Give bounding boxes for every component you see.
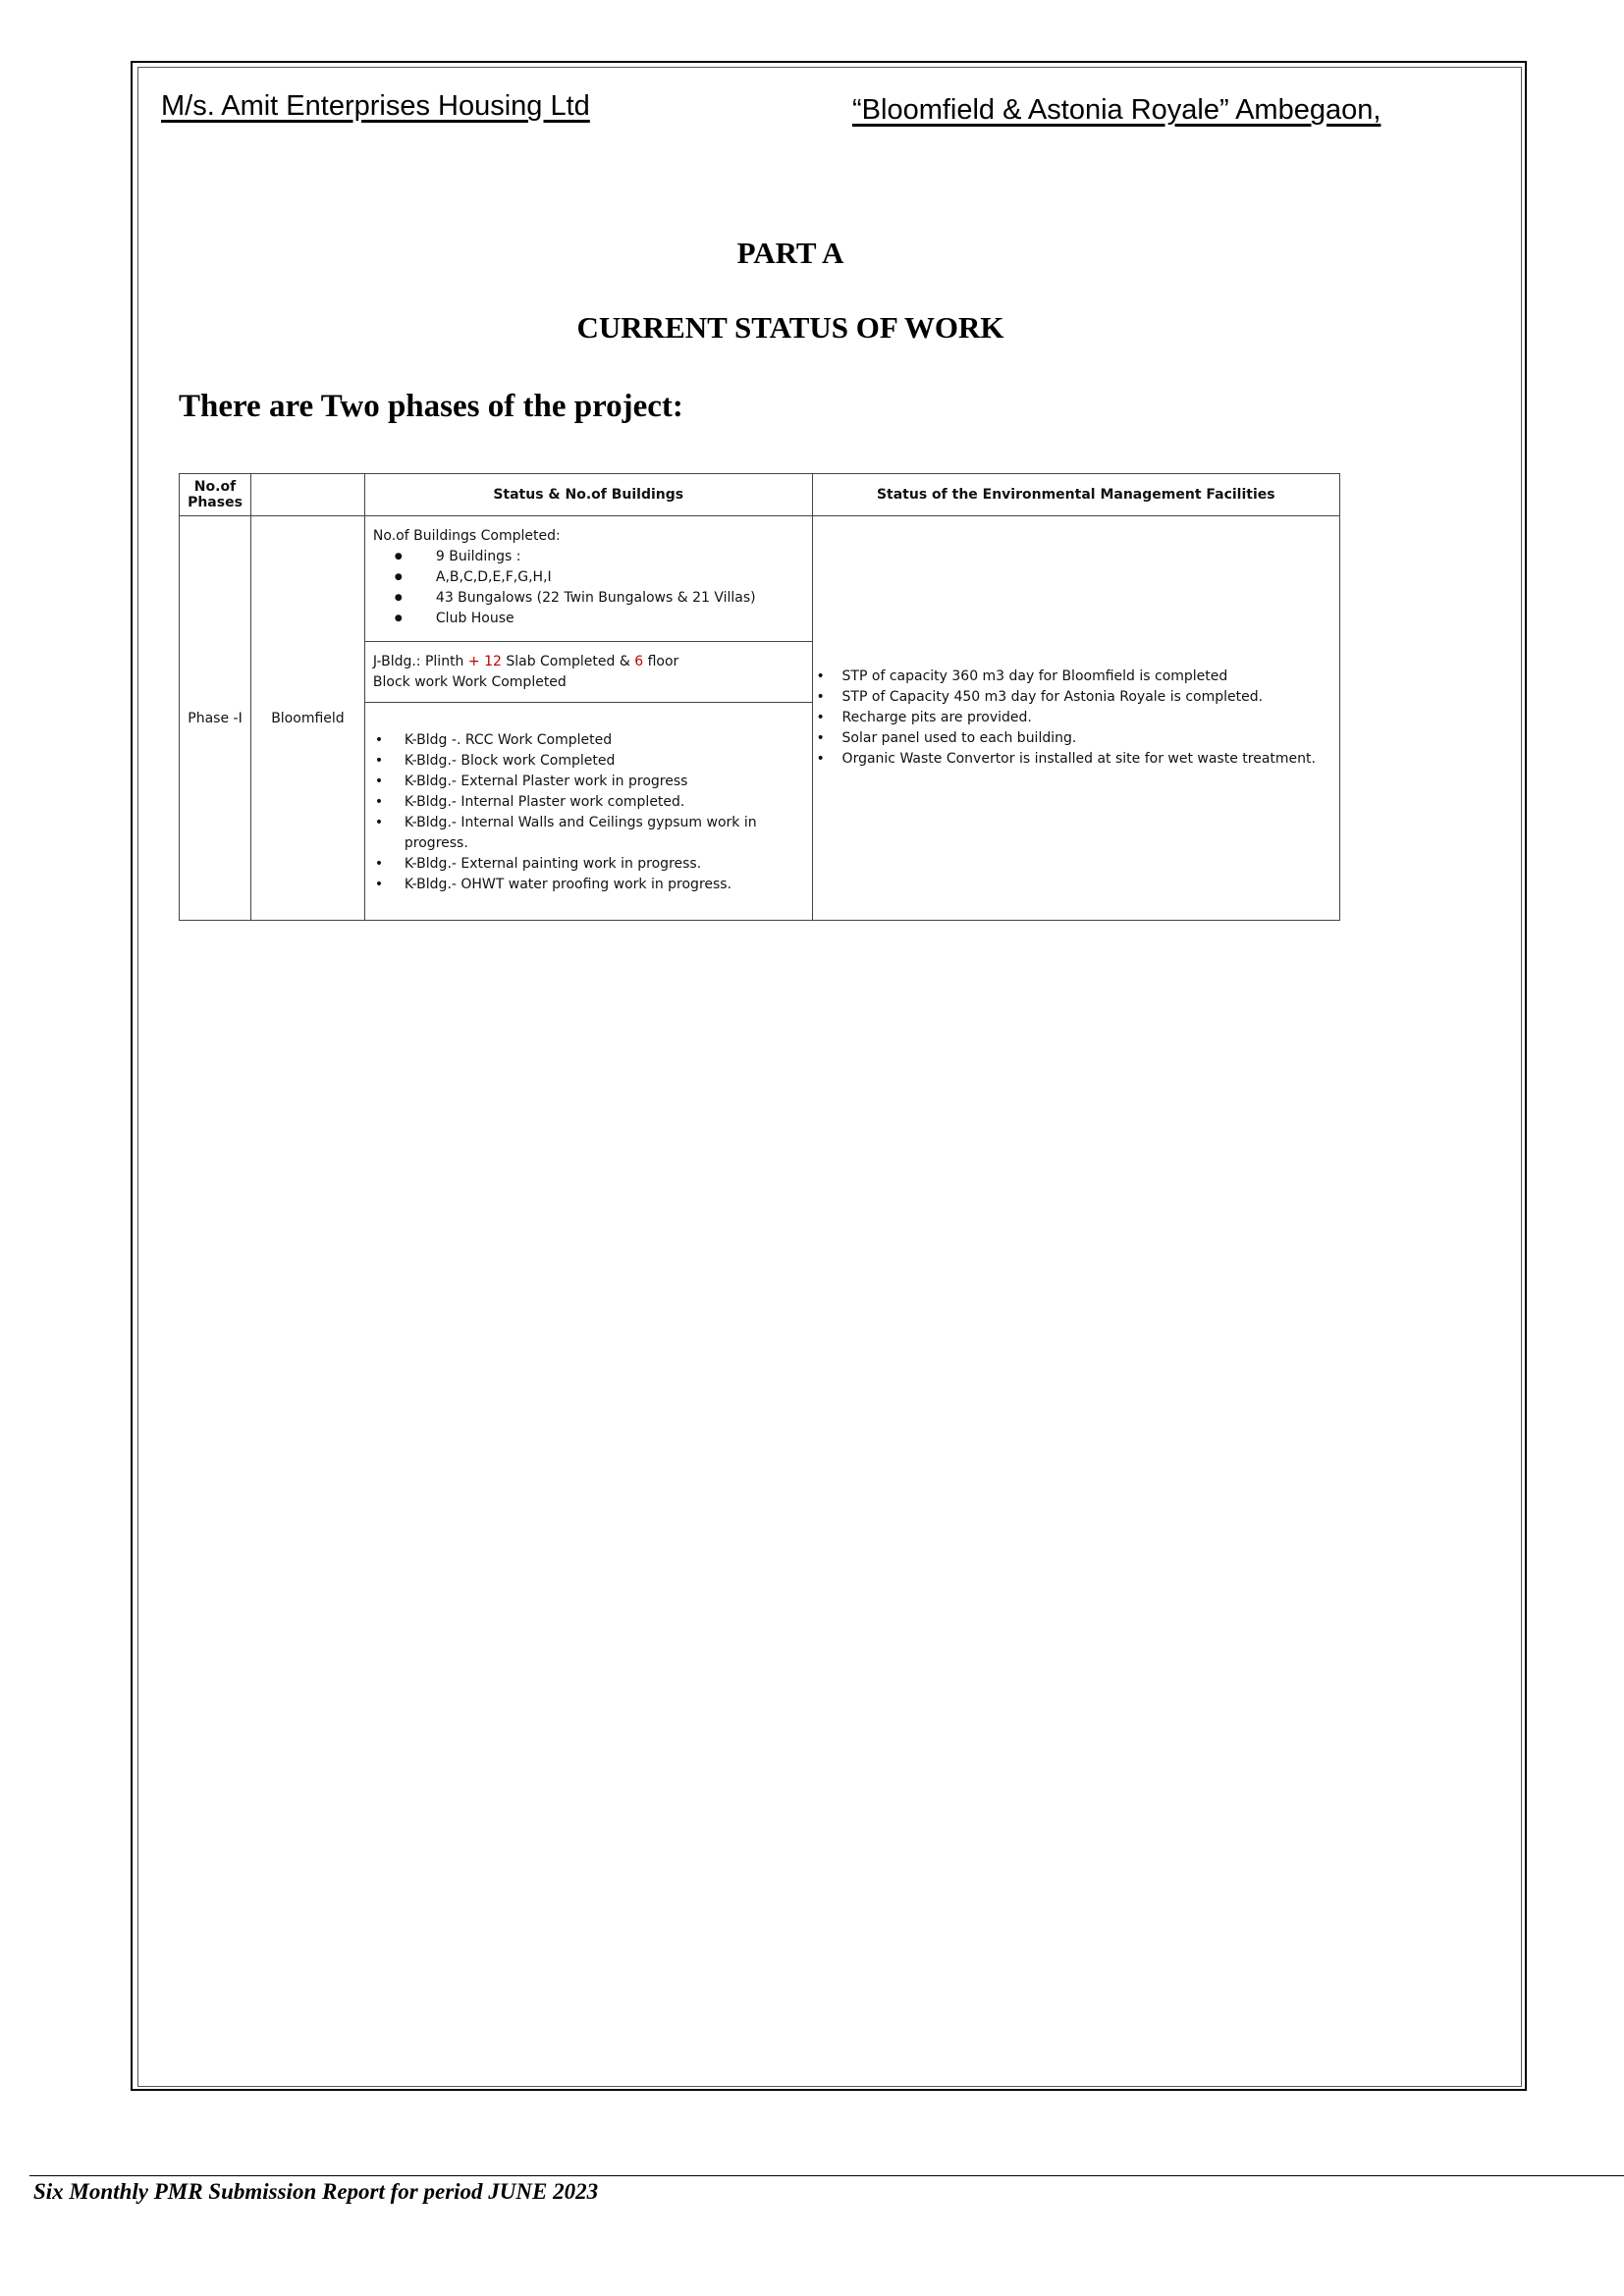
env-list (813, 667, 1339, 770)
list-item: • Solar panel used to each building. (817, 728, 1339, 749)
list-item: • Organic Waste Convertor is installed at site for wet waste treatment. (817, 749, 1339, 770)
j-bldg-suffix: floor (647, 654, 679, 669)
env-status-cell (812, 516, 1339, 921)
list-item: • K-Bldg.- External Plaster work in progress (373, 772, 804, 792)
completed-list (373, 547, 804, 629)
phase-name-cell: Bloomfield (250, 516, 364, 921)
k-building-list (373, 730, 804, 895)
phase-cell: Phase -I (180, 516, 251, 921)
list-item: ● 9 Buildings : (393, 547, 804, 567)
list-item: ● Club House (393, 609, 804, 629)
header-phases: No.of Phases (180, 474, 251, 516)
company-header: M/s. Amit Enterprises Housing Ltd (161, 90, 590, 122)
j-bldg-slab-count: + 12 (467, 654, 502, 669)
list-item: • K-Bldg.- Block work Completed (373, 751, 804, 772)
header-buildings-status: Status & No.of Buildings (364, 474, 812, 516)
page-border-inner (137, 67, 1522, 2087)
j-building-block (365, 641, 812, 702)
header-blank (250, 474, 364, 516)
k-building-block (365, 702, 812, 920)
buildings-status-cell (364, 516, 812, 921)
list-item: • K-Bldg.- External painting work in progress. (373, 854, 804, 875)
list-item: • K-Bldg.- Internal Walls and Ceilings gypsum work in progress. (373, 813, 804, 854)
list-item: ● 43 Bungalows (22 Twin Bungalows & 21 Villas) (393, 588, 804, 609)
footer-text: Six Monthly PMR Submission Report for period JUNE 2023 (33, 2179, 599, 2204)
intro-text: There are Two phases of the project: (179, 389, 683, 424)
header-env-status: Status of the Environmental Management Facilities (812, 474, 1339, 516)
j-bldg-prefix: J-Bldg.: Plinth (372, 654, 464, 669)
part-title: PART A (736, 236, 844, 270)
list-item: • STP of Capacity 450 m3 day for Astonia Royale is completed. (817, 687, 1339, 708)
j-building-line2: Block work Work Completed (372, 674, 567, 690)
completed-buildings-block (365, 516, 812, 641)
list-item: ● A,B,C,D,E,F,G,H,I (393, 567, 804, 588)
j-bldg-middle: Slab Completed & (506, 654, 630, 669)
list-item: • K-Bldg.- Internal Plaster work completed. (373, 792, 804, 813)
footer-rule (29, 2175, 1624, 2176)
list-item: • STP of capacity 360 m3 day for Bloomfield is completed (817, 667, 1339, 687)
j-building-line1 (373, 652, 804, 672)
completed-title: No.of Buildings Completed: (372, 528, 561, 544)
list-item: • K-Bldg.- OHWT water proofing work in progress. (373, 875, 804, 895)
table-header-row (180, 474, 1340, 516)
j-bldg-floor-count: 6 (634, 654, 644, 669)
table-row (180, 516, 1340, 921)
section-title: CURRENT STATUS OF WORK (576, 310, 1004, 345)
list-item: • Recharge pits are provided. (817, 708, 1339, 728)
project-header: “Bloomfield & Astonia Royale” Ambegaon, (852, 94, 1381, 126)
list-item: • K-Bldg -. RCC Work Completed (373, 730, 804, 751)
status-table (179, 473, 1340, 921)
